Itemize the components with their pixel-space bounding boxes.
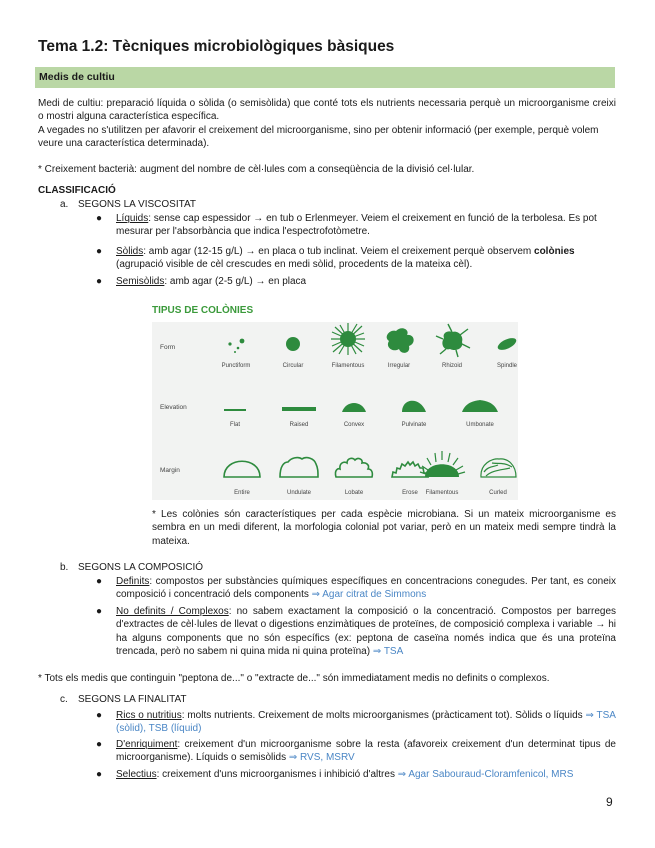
flat-elevation-shape (224, 409, 246, 411)
margin-label: Erose (402, 490, 418, 496)
elevation-label: Umbonate (466, 422, 494, 428)
term: Definits (116, 576, 150, 587)
pulvinate-elevation-shape (402, 401, 426, 412)
list-item (116, 738, 616, 765)
item-text: : compostos per substàncies químiques específiques en concentracions conegudes. Per tant, es coneix composició i concentració dels components (116, 576, 616, 601)
example-link[interactable]: ⇒ Agar Sabouraud-Cloramfenicol, MRS (397, 769, 574, 780)
bullet: ● (96, 576, 103, 587)
list-item (116, 768, 618, 781)
margin-label: Filamentous (425, 490, 459, 496)
list-item (116, 709, 616, 736)
bullet: ● (96, 246, 103, 257)
lobate-margin-shape (335, 458, 372, 477)
term: D'enriquiment (116, 739, 178, 750)
form-label: Irregular (387, 363, 411, 369)
elevation-label: Pulvinate (401, 422, 427, 428)
term: Semisòlids (116, 276, 165, 287)
spindle-colony-shape (496, 336, 518, 353)
section-c-title: SEGONS LA FINALITAT (78, 694, 187, 705)
term: Sòlids (116, 246, 144, 257)
growth-note: * Creixement bacterià: augment del nombre de cèl·lules com a conseqüència de la divisió cel·lular. (38, 164, 475, 175)
form-label: Circular (282, 363, 304, 369)
item-text: : amb agar (12-15 g/L) → en placa o tub inclinat. Veiem el creixement perquè observem (143, 246, 535, 257)
term: Selectius (116, 769, 157, 780)
row-label-form: Form (160, 344, 176, 351)
intro-paragraph-2: A vegades no s'utilitzen per afavorir el creixement del microorganisme, sino per obtenir informació (per exemple, perquè volem veure una característica determinada). (38, 125, 599, 150)
entire-margin-shape (224, 461, 260, 477)
item-text: : sense cap espessidor → en tub o Erlenmeyer. Veiem el creixement en funció de la terbolesa. Es pot mesurar per l'absorbància que indica l'espectrofotòmetre. (116, 213, 597, 238)
raised-elevation-shape (282, 407, 316, 411)
undulate-margin-shape (280, 458, 318, 477)
example-link[interactable]: ⇒ TSA (sòlid), TSB (líquid) (116, 710, 616, 735)
bullet: ● (96, 769, 103, 780)
classification-heading: CLASSIFICACIÓ (38, 185, 116, 196)
rhizoid-colony-shape (436, 324, 470, 357)
filamentous-margin-shape (420, 451, 465, 477)
form-label: Filamentous (331, 363, 365, 369)
list-item (116, 275, 616, 288)
form-label: Punctiform (221, 363, 251, 369)
intro-paragraph-1: Medi de cultiu: preparació líquida o sòlida (o semisòlida) que conté tots els nutrients necessaria perquè un microorganisme creixi o mostri alguna característica específica. (38, 98, 616, 123)
section-b-title: SEGONS LA COMPOSICIÓ (78, 562, 204, 573)
term: Líquids (116, 213, 149, 224)
margin-label: Entire (234, 490, 250, 496)
page-title: Tema 1.2: Tècniques microbiològiques bàsiques (38, 38, 395, 55)
form-label: Rhizoid (441, 363, 463, 369)
elevation-label: Raised (289, 422, 309, 428)
row-label-elevation: Elevation (160, 404, 187, 411)
convex-elevation-shape (342, 403, 366, 412)
margin-label: Curled (489, 490, 507, 496)
term: No definits / Complexos (116, 606, 229, 617)
bullet: ● (96, 606, 103, 617)
punctiform-colony-shape (228, 339, 244, 353)
filamentous-colony-shape (331, 323, 365, 355)
list-item (116, 245, 618, 272)
example-link[interactable]: ⇒ Agar citrat de Simmons (311, 589, 427, 601)
curled-margin-shape (481, 459, 516, 477)
bullet: ● (96, 710, 103, 721)
elevation-label: Convex (343, 422, 365, 428)
irregular-colony-shape (387, 328, 414, 353)
term: Rics o nutritius (116, 710, 182, 721)
margin-label: Undulate (286, 490, 312, 496)
form-label: Spindle (496, 363, 518, 369)
composition-note: * Tots els medis que continguin "peptona de..." o "extracte de..." són immediatament medis no definits o complexos. (38, 673, 550, 684)
section-a-title: SEGONS LA VISCOSITAT (78, 199, 196, 210)
list-item (116, 575, 616, 602)
elevation-label: Flat (229, 422, 241, 428)
item-text: : molts nutrients. Creixement de molts microorganismes (pràcticament tot). Sòlids o líquids (181, 710, 586, 721)
page-number: 9 (606, 795, 613, 809)
circular-colony-shape (286, 337, 300, 351)
section-title: Medis de cultiu (39, 71, 115, 83)
umbonate-elevation-shape (462, 400, 498, 412)
section-a-marker: a. (60, 199, 69, 210)
section-header (35, 67, 615, 88)
figure-note: * Les colònies són característiques per cada espècie microbiana. Si un mateix microorganisme es sembra en un medi diferent, la morfologia colonial pot variar, però en un mateix medi sempre tindrà la mateixa. (152, 509, 616, 547)
item-text: : no sabem exactament la composició o la concentració. Compostos per barreges d'extractes de cèl·lules de llevat o digestions enzimàtiques de proteïnes, de composició complexa i variable → hi ha alguns components que no són específics (ex: peptona de caseïna només indica que és una proteïna trencada, però no sabem ni quina mida ni quina proteïna) (116, 606, 616, 658)
section-b-marker: b. (60, 562, 69, 573)
list-item (116, 605, 616, 659)
figure-title: TIPUS DE COLÒNIES (152, 305, 254, 316)
bullet: ● (96, 276, 103, 287)
item-bold: colònies (534, 246, 575, 257)
example-link[interactable]: ⇒ RVS, MSRV (288, 752, 355, 764)
item-text: (agrupació visible de cèl crescudes en medi sòlid, procedents de la mateixa cèl). (116, 259, 473, 271)
erose-margin-shape (392, 462, 428, 477)
section-c-marker: c. (60, 694, 68, 705)
bullet: ● (96, 739, 103, 750)
bullet: ● (96, 213, 103, 224)
item-text: : creixement d'uns microorganismes i inhibició d'altres (156, 769, 398, 780)
list-item (116, 212, 616, 239)
example-link[interactable]: ⇒ TSA (372, 646, 404, 658)
colony-types-figure (152, 322, 518, 500)
row-label-margin: Margin (160, 467, 180, 474)
margin-label: Lobate (344, 490, 364, 496)
item-text: : creixement d'un microorganisme sobre la resta (afavoreix creixement d'un determinat tipus de microorganisme). Líquids o semisòlids (116, 739, 616, 764)
item-text: : amb agar (2-5 g/L) → en placa (164, 276, 307, 287)
